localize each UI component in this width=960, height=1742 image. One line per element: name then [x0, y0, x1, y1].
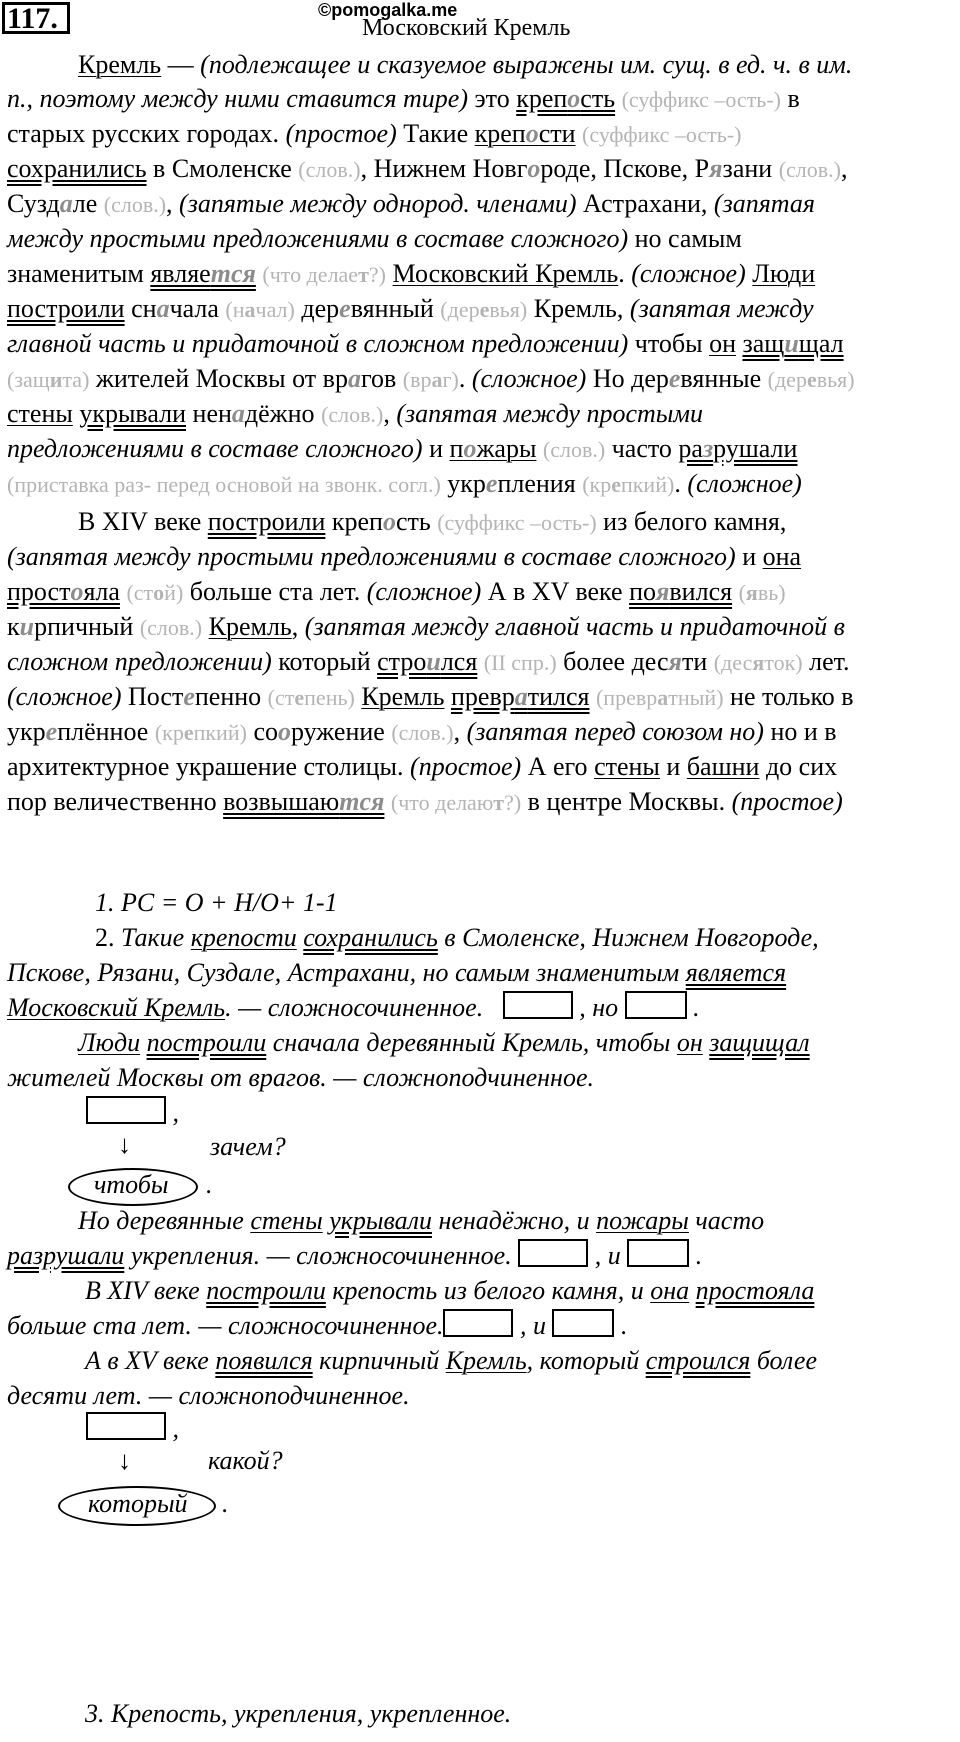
- text-line: знаменитым является (что делает?) Московский Кремль. (сложное) Люди: [7, 259, 816, 288]
- text-line: Но деревянные стены укрывали ненадёжно, и пожары часто: [78, 1206, 765, 1235]
- period: .: [222, 1489, 229, 1518]
- text-line: сохранились в Смоленске (слов.), Нижнем Новгороде, Пскове, Рязани (слов.),: [7, 154, 848, 183]
- text-line: Московский Кремль. — сложносочиненное. , но .: [7, 993, 700, 1022]
- arrow-icon: ↓: [118, 1130, 131, 1159]
- text-line: кирпичный (слов.) Кремль, (запятая между главной часть и придаточной в: [7, 612, 845, 641]
- conjunction-word: который: [88, 1489, 188, 1518]
- text-line: укреплённое (крепкий) сооружение (слов.), (запятая перед союзом но) но и в: [7, 717, 837, 746]
- text-line: 1. РС = О + Н/О+ 1-1: [95, 888, 338, 917]
- text-line: А в XV веке появился кирпичный Кремль, который строился более: [85, 1346, 817, 1375]
- text-line: старых русских городах. (простое) Такие крепости (суффикс –ость-): [7, 119, 742, 148]
- text-line: предложениями в составе сложного) и пожары (слов.) часто разрушали: [7, 434, 798, 463]
- text-line: п., поэтому между ними ставится тире) это крепость (суффикс –ость-) в: [7, 84, 800, 113]
- text-line: Пскове, Рязани, Суздале, Астрахани, но самым знаменитым является: [7, 958, 787, 987]
- watermark: ©pomogalka.me: [318, 0, 458, 20]
- arrow-icon: ↓: [118, 1446, 131, 1475]
- text-line: архитектурное украшение столицы. (простое) А его стены и башни до сих: [7, 752, 838, 781]
- question-label: зачем?: [210, 1132, 286, 1161]
- text-line: В XIV веке построили крепость из белого камня, и она простояла: [85, 1276, 815, 1305]
- text-line: построили сначала (начал) деревянный (деревья) Кремль, (запятая между: [7, 294, 814, 323]
- text-line: В XIV веке построили крепость (суффикс –ость-) из белого камня,: [78, 507, 787, 536]
- text-line: пор величественно возвышаются (что делают?) в центре Москвы. (простое): [7, 787, 843, 816]
- period: .: [206, 1170, 213, 1199]
- text-line: между простыми предложениями в составе сложного) но самым: [7, 224, 742, 253]
- main-clause-box: ,: [86, 1412, 179, 1444]
- text-line: Люди построили сначала деревянный Кремль, чтобы он защищал: [78, 1028, 810, 1057]
- conjunction-word: чтобы: [94, 1170, 169, 1199]
- page-title: Московский Кремль: [362, 15, 571, 41]
- text-line: простояла (стой) больше ста лет. (сложное) А в XV веке появился (явь): [7, 577, 786, 606]
- question-label: какой?: [208, 1446, 283, 1475]
- text-line: Суздале (слов.), (запятые между однород. членами) Астрахани, (запятая: [7, 189, 815, 218]
- exercise-number: 117.: [2, 2, 70, 34]
- text-line: (запятая между простыми предложениями в составе сложного) и она: [7, 542, 802, 571]
- text-line: (сложное) Постепенно (степень) Кремль превратился (превратный) не только в: [7, 682, 854, 711]
- text-line: больше ста лет. — сложносочиненное. , и .: [7, 1311, 628, 1340]
- text-line: Кремль — (подлежащее и сказуемое выражены им. сущ. в ед. ч. в им.: [78, 50, 853, 79]
- text-line: (защита) жителей Москвы от врагов (враг). (сложное) Но деревянные (деревья): [7, 364, 855, 393]
- text-line: разрушали укрепления. — сложносочиненное. , и .: [7, 1241, 703, 1270]
- text-line: сложном предложении) который строился (II спр.) более десяти (десяток) лет.: [7, 647, 850, 676]
- text-line: десяти лет. — сложноподчиненное.: [7, 1381, 410, 1410]
- text-line: (приставка раз- перед основой на звонк. согл.) укрепления (крепкий). (сложное): [7, 469, 802, 498]
- text-line: стены укрывали ненадёжно (слов.), (запятая между простыми: [7, 399, 703, 428]
- text-line: главной часть и придаточной в сложном предложении) чтобы он защищал: [7, 329, 844, 358]
- text-line: 2. Такие крепости сохранились в Смоленске, Нижнем Новгороде,: [95, 923, 819, 952]
- task-three: 3. Крепость, укрепления, укрепленное.: [85, 1699, 512, 1728]
- main-clause-box: ,: [86, 1096, 179, 1128]
- text-line: жителей Москвы от врагов. — сложноподчиненное.: [7, 1063, 594, 1092]
